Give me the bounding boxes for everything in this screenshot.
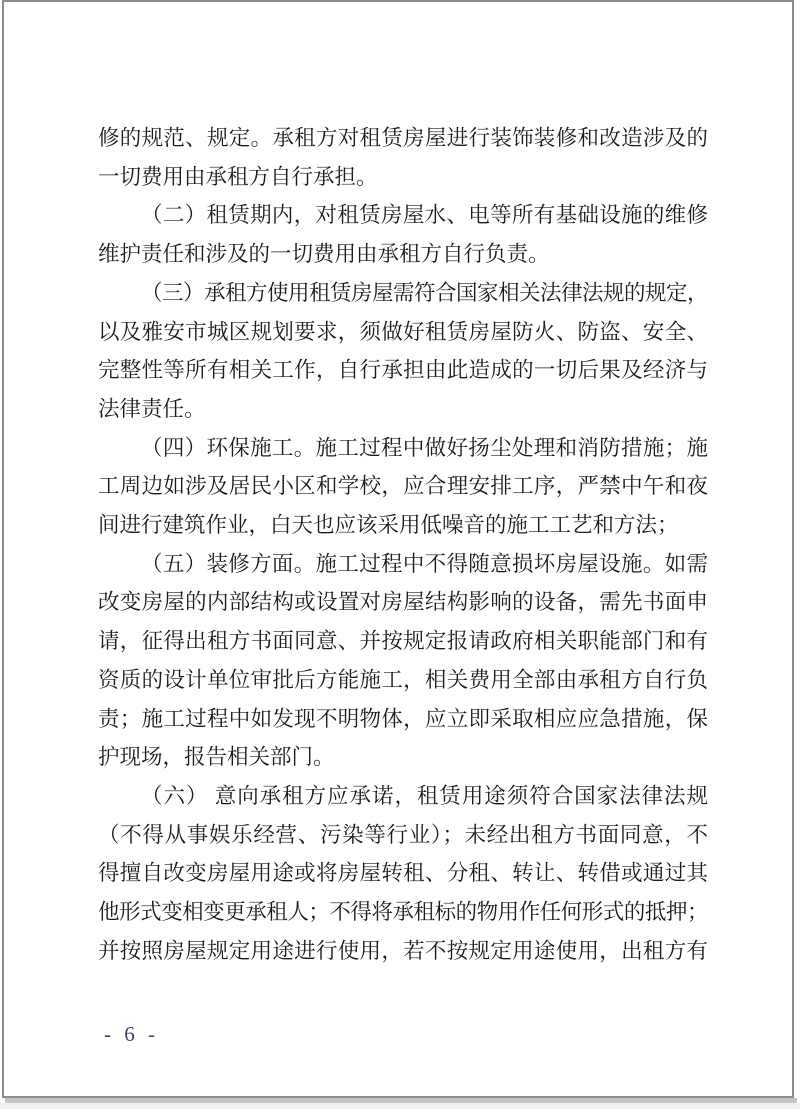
page-number: - 6 - — [104, 1022, 159, 1046]
text-line: 并按照房屋规定用途进行使用，若不按规定用途使用，出租方有 — [98, 938, 708, 963]
text-line: （不得从事娱乐经营、污染等行业）；未经出租方书面同意，不 — [98, 822, 708, 847]
clause-2 — [98, 196, 708, 273]
text-line: 修的规范、规定。承租方对租赁房屋进行装饰装修和改造涉及的 — [98, 126, 708, 150]
text-line: 资质的设计单位审批后方能施工，相关费用全部由承租方自行负 — [98, 667, 708, 692]
clause-1-continuation — [98, 119, 708, 196]
text-line: （二）租赁期内，对租赁房屋水、电等所有基础设施的维修 — [141, 203, 708, 228]
text-line: （三）承租方使用租赁房屋需符合国家相关法律法规的规定， — [141, 280, 709, 305]
text-line: （五）装修方面。施工过程中不得随意损坏房屋设施。如需 — [141, 551, 708, 576]
text-line: 请，征得出租方书面同意、并按规定报请政府相关职能部门和有 — [98, 629, 708, 654]
text-line: 责；施工过程中如发现不明物体，应立即采取相应应急措施，保 — [98, 706, 708, 731]
text-line: 得擅自改变房屋用途或将房屋转租、分租、转让、转借或通过其 — [98, 861, 708, 886]
document-page — [2, 0, 794, 1098]
document-text — [98, 119, 708, 970]
clause-4 — [98, 429, 708, 545]
scan-background — [0, 1103, 800, 1109]
text-line: 改变房屋的内部结构或设置对房屋结构影响的设备，需先书面申 — [98, 590, 708, 615]
text-line: 他形式变相变更承租人；不得将承租标的物用作任何形式的抵押； — [98, 900, 708, 925]
text-line: （四）环保施工。施工过程中做好扬尘处理和消防措施；施 — [141, 435, 708, 460]
clause-3 — [98, 274, 708, 429]
text-line: 法律责任。 — [98, 396, 206, 421]
text-line: 维护责任和涉及的一切费用由承租方自行负责。 — [98, 242, 550, 267]
text-line: 以及雅安市城区规划要求，须做好租赁房屋防火、防盗、安全、 — [98, 319, 708, 344]
text-line: （六） 意向承租方应承诺，租赁用途须符合国家法律法规 — [141, 783, 708, 808]
text-line: 完整性等所有相关工作，自行承担由此造成的一切后果及经济与 — [98, 358, 708, 383]
text-line: 间进行建筑作业，白天也应该采用低噪音的施工工艺和方法； — [98, 513, 679, 538]
clause-5 — [98, 545, 708, 777]
clause-6 — [98, 777, 708, 971]
text-line: 工周边如涉及居民小区和学校，应合理安排工序，严禁中午和夜 — [98, 474, 708, 499]
text-line: 一切费用由承租方自行承担。 — [98, 164, 378, 189]
text-line: 护现场，报告相关部门。 — [98, 745, 335, 770]
